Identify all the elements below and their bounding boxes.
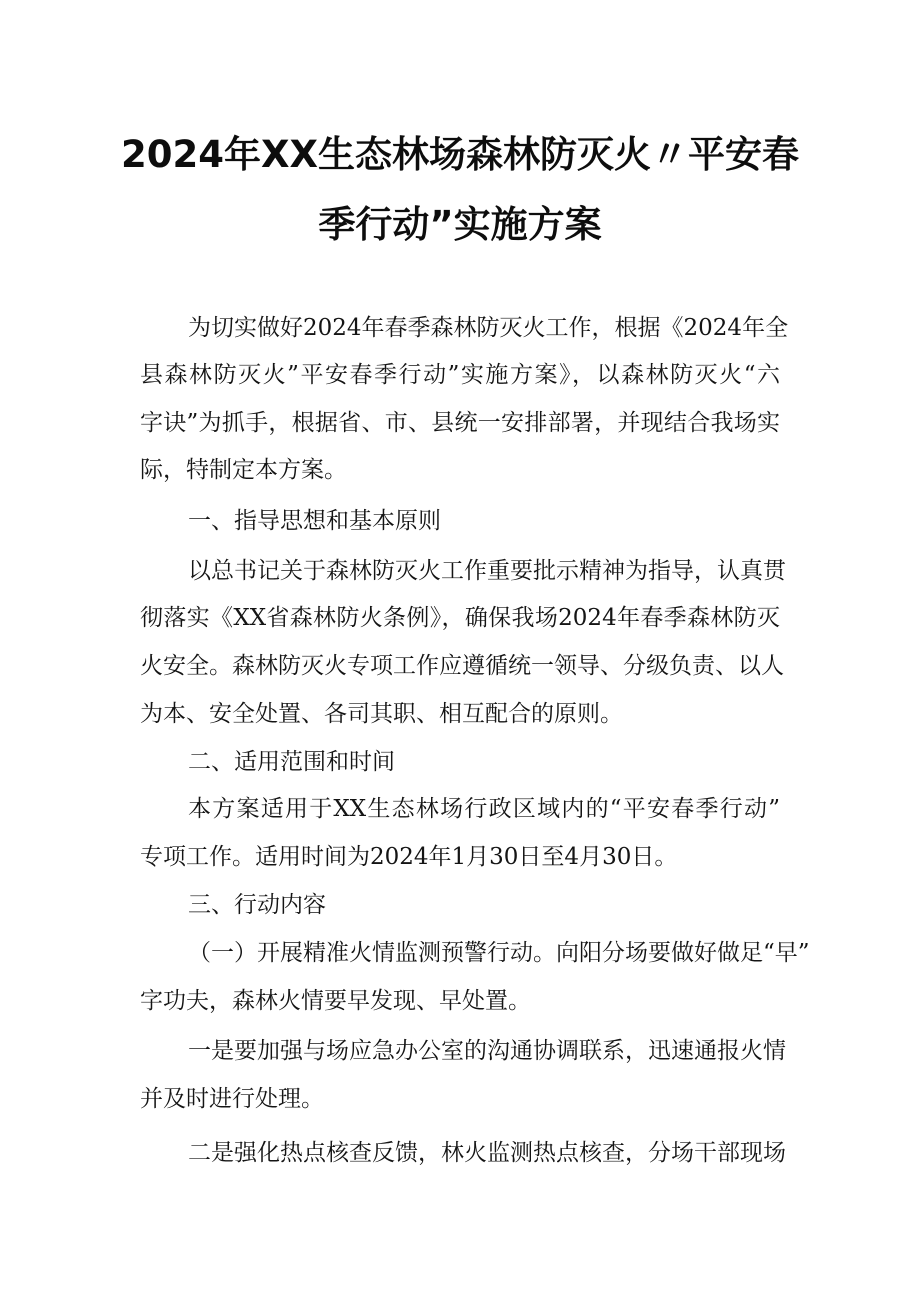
paragraph-line: 本方案适用于XX生态林场行政区域内的“平安春季行动” — [188, 796, 780, 822]
paragraph-line: 彻落实《XX省森林防火条例》，确保我场2024年春季森林防灭 — [140, 605, 780, 631]
paragraph-line: 并及时进行处理。 — [140, 1086, 324, 1112]
paragraph-line: 专项工作。适用时间为2024年1月30日至4月30日。 — [140, 844, 678, 870]
paragraph-line: 以总书记关于森林防灭火工作重要批示精神为指导，认真贯 — [188, 558, 786, 584]
paragraph-line: 为切实做好2024年春季森林防灭火工作，根据《2024年全 — [188, 315, 789, 341]
section-heading: 一、指导思想和基本原则 — [188, 508, 441, 534]
paragraph-line: 为本、安全处置、各司其职、相互配合的原则。 — [140, 701, 623, 727]
paragraph-line: 字诀”为抓手，根据省、市、县统一安排部署，并现结合我场实 — [140, 410, 780, 436]
paragraph-line: 县森林防灭火”平安春季行动”实施方案》，以森林防灭火“六 — [140, 362, 780, 388]
section-heading: 二、适用范围和时间 — [188, 749, 395, 775]
paragraph-line: 火安全。森林防灭火专项工作应遵循统一领导、分级负责、以人 — [140, 653, 784, 679]
document-title-line-2: 季行动”实施方案 — [318, 203, 602, 246]
section-heading: 三、行动内容 — [188, 892, 326, 918]
paragraph-line: 字功夫，森林火情要早发现、早处置。 — [140, 988, 531, 1014]
paragraph-line: 际，特制定本方案。 — [140, 457, 347, 483]
paragraph-line: 二是强化热点核查反馈，林火监测热点核查，分场干部现场 — [188, 1140, 786, 1166]
paragraph-line: 一是要加强与场应急办公室的沟通协调联系，迅速通报火情 — [188, 1038, 786, 1064]
document-title-line-1: 2024年XX生态林场森林防灭火〃平安春 — [120, 133, 800, 176]
paragraph-line: （一）开展精准火情监测预警行动。向阳分场要做好做足“早” — [188, 940, 810, 966]
